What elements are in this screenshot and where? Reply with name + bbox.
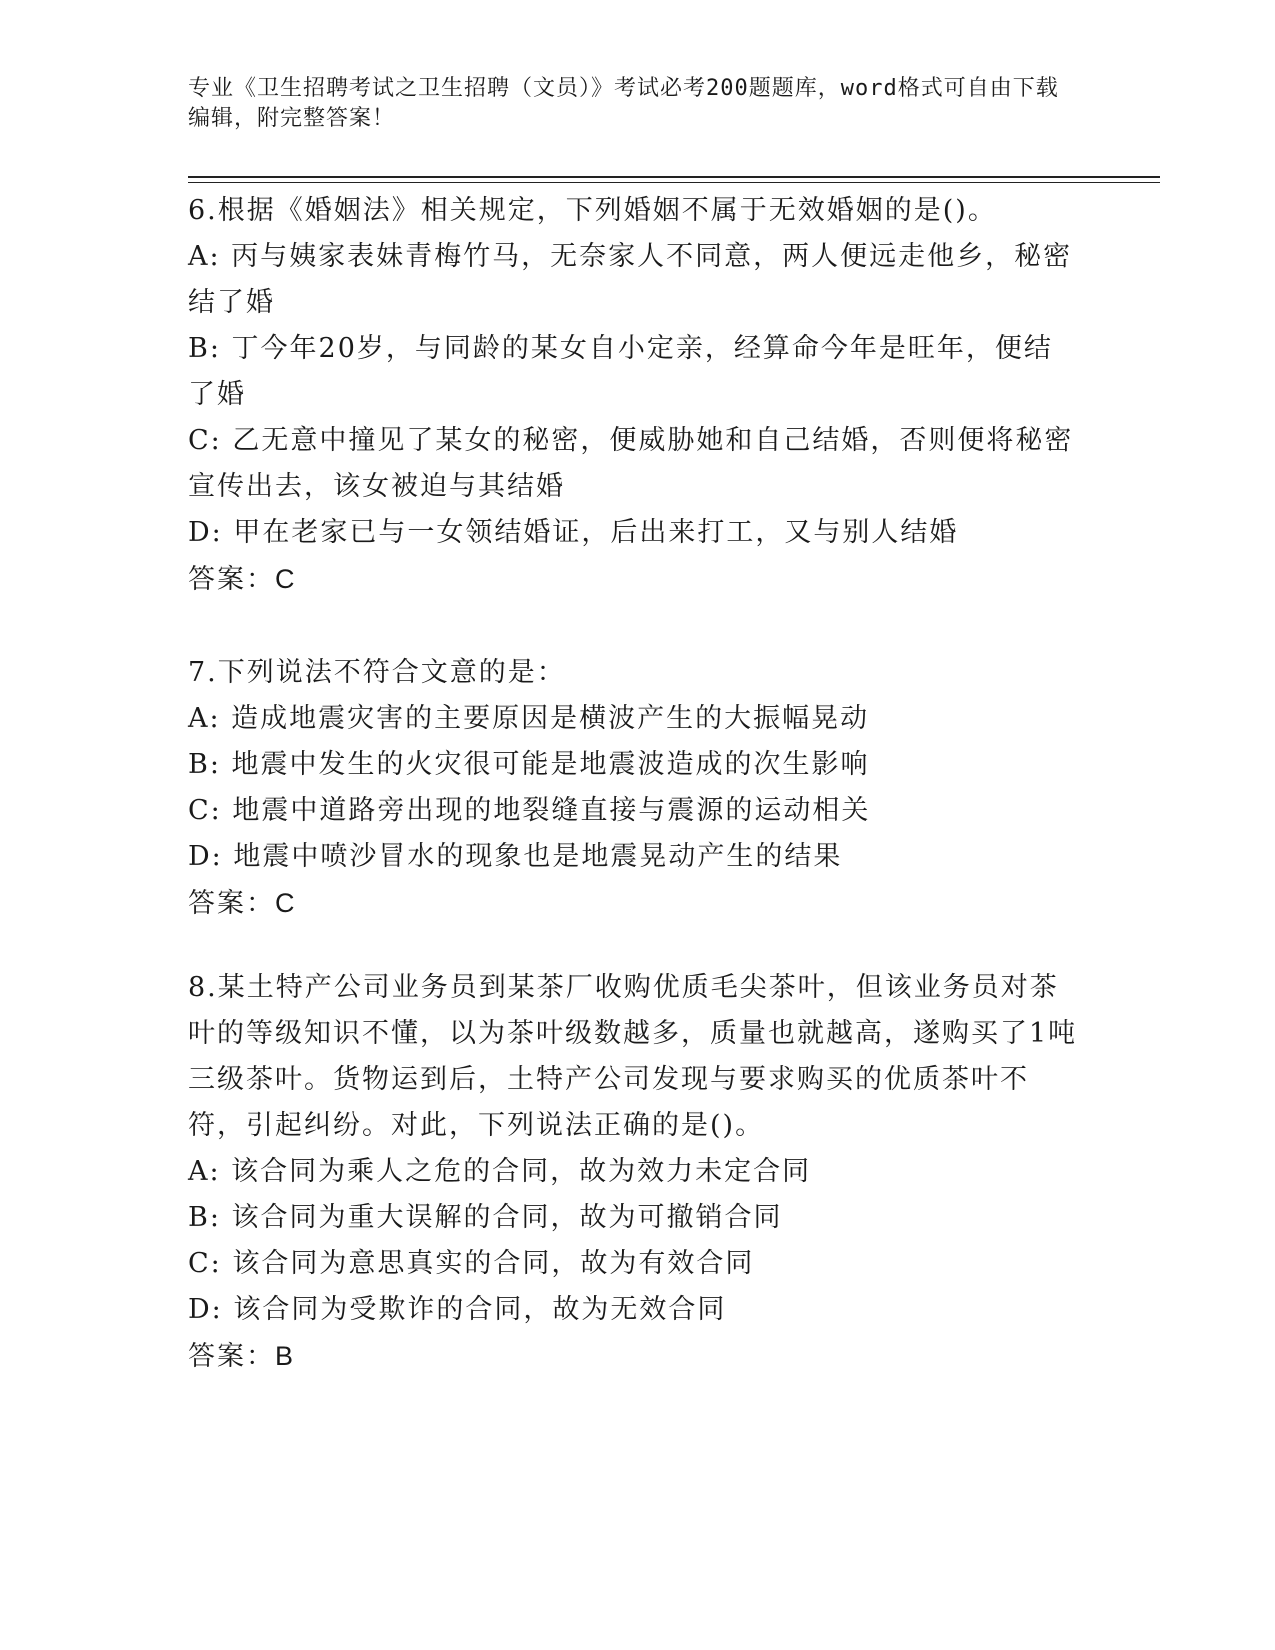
question-stem: 6.根据《婚姻法》相关规定，下列婚姻不属于无效婚姻的是()。 bbox=[188, 195, 997, 226]
question-7 bbox=[188, 650, 1078, 926]
question-6 bbox=[188, 188, 1078, 602]
header-rule-thick bbox=[188, 176, 1160, 178]
option-b: B: 丁今年20岁，与同龄的某女自小定亲，经算命今年是旺年，便结了婚 bbox=[188, 333, 1053, 410]
option-b: B: 该合同为重大误解的合同，故为可撤销合同 bbox=[188, 1202, 783, 1233]
option-c: C: 乙无意中撞见了某女的秘密，便威胁她和自己结婚，否则便将秘密宣传出去，该女被迫与其结婚 bbox=[188, 425, 1074, 502]
option-d: D: 地震中喷沙冒水的现象也是地震晃动产生的结果 bbox=[188, 841, 843, 872]
option-c: C: 地震中道路旁出现的地裂缝直接与震源的运动相关 bbox=[188, 795, 871, 826]
header-intro: 专业《卫生招聘考试之卫生招聘（文员）》考试必考200题题库，word格式可自由下载编辑，附完整答案！ bbox=[188, 76, 1059, 131]
answer-line: 答案：C bbox=[188, 888, 297, 918]
option-a: A: 造成地震灾害的主要原因是横波产生的大振幅晃动 bbox=[188, 703, 870, 734]
option-a: A: 该合同为乘人之危的合同，故为效力未定合同 bbox=[188, 1156, 812, 1187]
question-stem: 7.下列说法不符合文意的是： bbox=[188, 657, 566, 688]
header-rule-thin bbox=[188, 182, 1160, 183]
answer-line: 答案：B bbox=[188, 1341, 296, 1371]
option-c: C: 该合同为意思真实的合同，故为有效合同 bbox=[188, 1248, 755, 1279]
option-b: B: 地震中发生的火灾很可能是地震波造成的次生影响 bbox=[188, 749, 870, 780]
question-8 bbox=[188, 965, 1078, 1379]
option-a: A: 丙与姨家表妹青梅竹马，无奈家人不同意，两人便远走他乡，秘密结了婚 bbox=[188, 241, 1073, 318]
option-d: D: 该合同为受欺诈的合同，故为无效合同 bbox=[188, 1294, 727, 1325]
option-d: D: 甲在老家已与一女领结婚证，后出来打工，又与别人结婚 bbox=[188, 517, 959, 548]
answer-line: 答案：C bbox=[188, 564, 297, 594]
question-stem: 8.某土特产公司业务员到某茶厂收购优质毛尖茶叶，但该业务员对茶叶的等级知识不懂，以为茶叶级数越多，质量也就越高，遂购买了1吨三级茶叶。货物运到后，土特产公司发现与要求购买的优质茶叶不符，引起纠纷。对此，下列说法正确的是()。 bbox=[188, 972, 1078, 1141]
